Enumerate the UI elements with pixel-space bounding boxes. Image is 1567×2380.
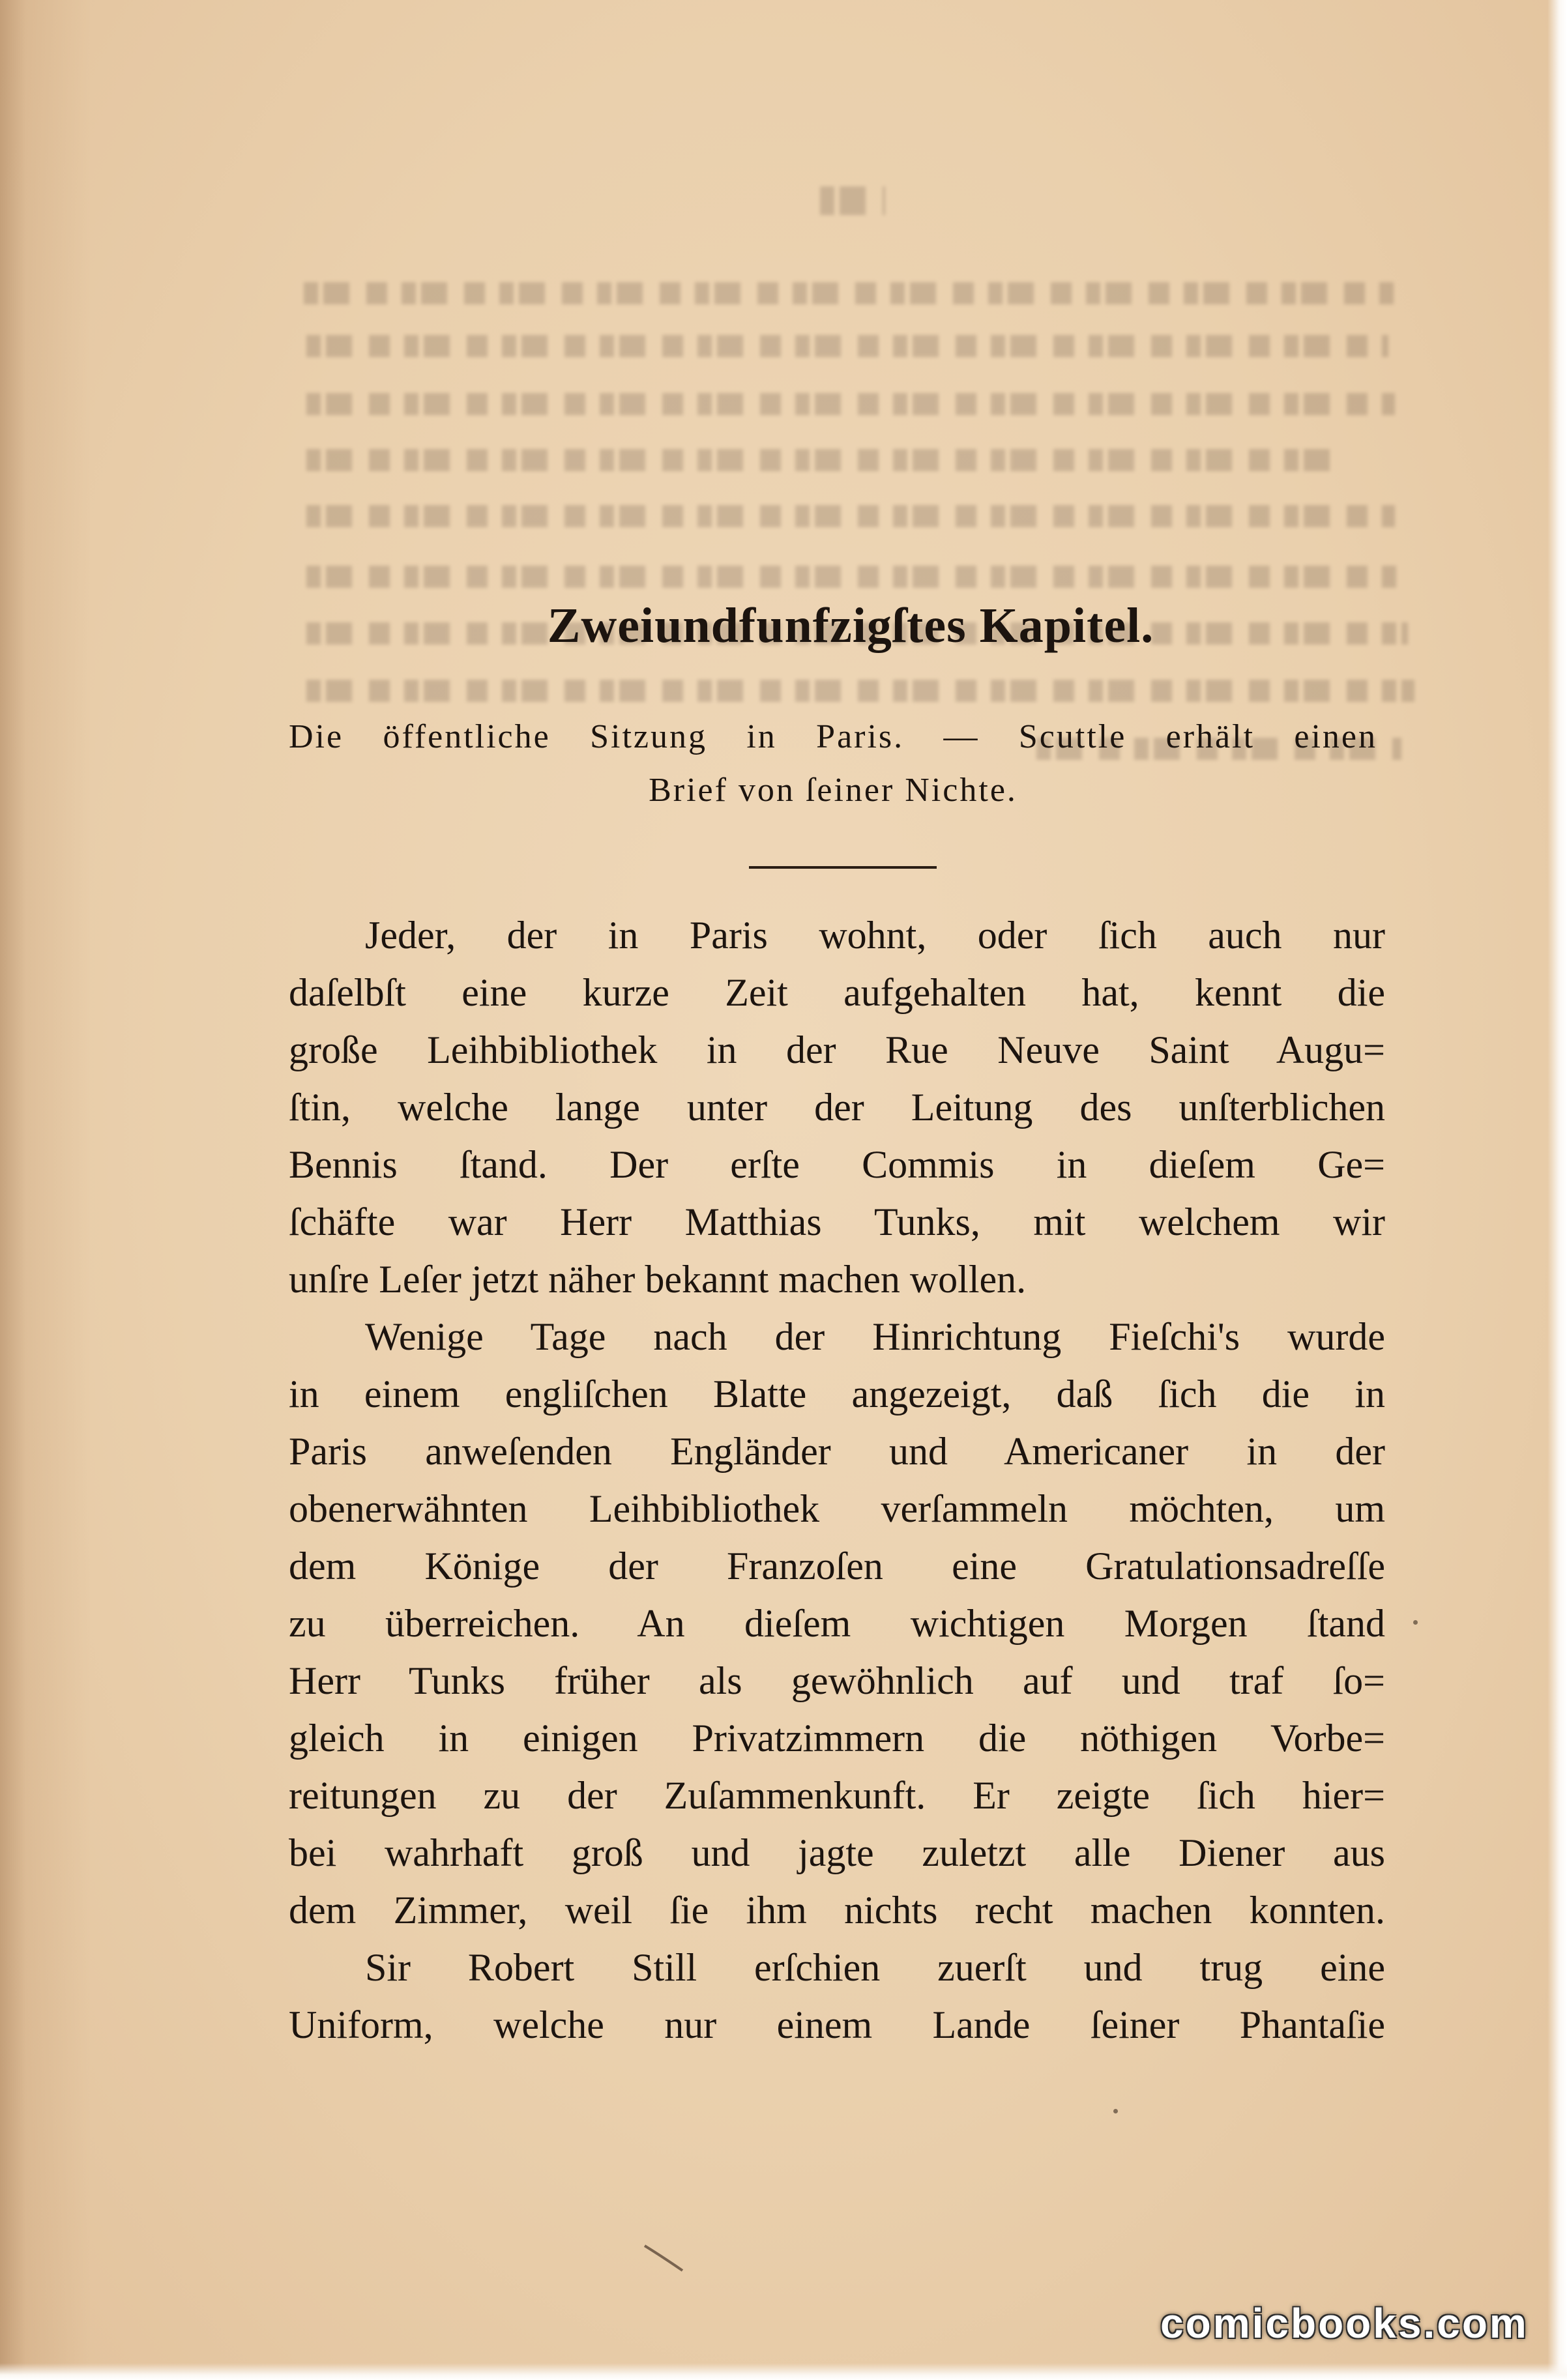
body-line: Uniform, welche nur einem Lande ſeiner Phantaſie — [289, 2003, 1385, 2046]
body-line: daſelbſt eine kurze Zeit aufgehalten hat, kennt die — [289, 971, 1385, 1014]
bleed-through-smudge — [306, 505, 1395, 527]
ink-speck — [1113, 2109, 1118, 2113]
bleed-through-page-number — [820, 186, 885, 215]
body-line: Paris anweſenden Engländer und Americaner in der — [289, 1430, 1385, 1473]
body-text — [289, 907, 1385, 2053]
body-line: obenerwähnten Leihbibliothek verſammeln möchten, um — [289, 1487, 1385, 1530]
body-line: Sir Robert Still erſchien zuerſt und trug eine — [365, 1946, 1385, 1989]
chapter-summary — [289, 710, 1377, 817]
body-line: dem Zimmer, weil ſie ihm nichts recht machen konnten. — [289, 1889, 1385, 1932]
bleed-through-smudge — [304, 282, 1399, 304]
body-line: Jeder, der in Paris wohnt, oder ſich auch nur — [365, 914, 1385, 957]
scratch-mark — [642, 2242, 688, 2274]
ink-speck — [1413, 1620, 1418, 1625]
body-line: ſchäfte war Herr Matthias Tunks, mit welchem wir — [289, 1200, 1385, 1243]
body-line: zu überreichen. An dieſem wichtigen Morgen ſtand — [289, 1602, 1385, 1645]
bleed-through-smudge — [306, 335, 1388, 357]
body-line: Herr Tunks früher als gewöhnlich auf und traf ſo= — [289, 1659, 1385, 1702]
body-line: unſre Leſer jetzt näher bekannt machen wollen. — [289, 1258, 1027, 1301]
body-line: große Leihbibliothek in der Rue Neuve Saint Augu= — [289, 1028, 1385, 1071]
bleed-through-smudge — [306, 566, 1401, 588]
chapter-title: Zweiundfunfzigſtes Kapitel. — [547, 598, 1154, 653]
body-line: reitungen zu der Zuſammenkunft. Er zeigte ſich hier= — [289, 1774, 1385, 1817]
scan-edge-right — [1547, 0, 1567, 2380]
bleed-through-smudge — [306, 680, 1414, 702]
body-line: dem Könige der Franzoſen eine Gratulationsadreſſe — [289, 1545, 1385, 1588]
body-line: ſtin, welche lange unter der Leitung des unſterblichen — [289, 1086, 1385, 1129]
scan-edge-bottom — [0, 2363, 1567, 2380]
body-line: Bennis ſtand. Der erſte Commis in dieſem Ge= — [289, 1143, 1385, 1186]
body-line: gleich in einigen Privatzimmern die nöthigen Vorbe= — [289, 1717, 1385, 1760]
body-line: Wenige Tage nach der Hinrichtung Fieſchi's wurde — [365, 1315, 1385, 1358]
paragraph — [289, 1939, 1385, 2053]
watermark: comicbooks.com — [1160, 2300, 1529, 2347]
paragraph — [289, 907, 1385, 1308]
bleed-through-smudge — [306, 393, 1395, 415]
paragraph — [289, 1308, 1385, 1939]
section-divider-rule — [749, 866, 937, 869]
body-line: in einem engliſchen Blatte angezeigt, daß ſich die in — [289, 1372, 1385, 1415]
chapter-summary-line: Brief von ſeiner Nichte. — [649, 772, 1018, 809]
bleed-through-smudge — [306, 449, 1336, 471]
chapter-summary-line: Die öffentliche Sitzung in Paris. — Scuttle erhält einen — [289, 718, 1377, 755]
body-line: bei wahrhaft groß und jagte zuletzt alle Diener aus — [289, 1831, 1385, 1874]
